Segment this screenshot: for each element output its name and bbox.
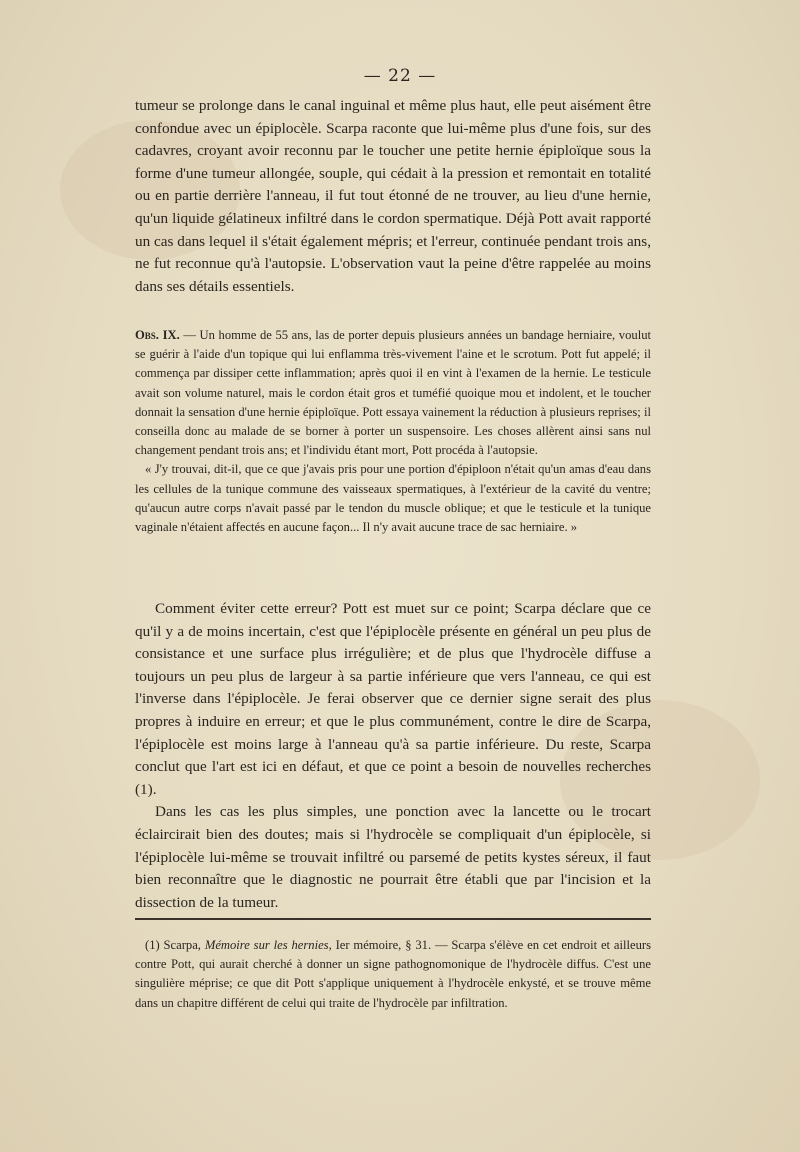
observation-quote: « J'y trouvai, dit-il, que ce que j'avais pris pour une portion d'épiploon n'était qu'un amas d'eau dans les cellules de la tunique commune des vaisseaux spermatiques, à l'extérieur de la cavité du ventre; qu'aucun autre corps n'avait passé par le tendon du muscle oblique; et que le testicule et la tunique vaginale n'étaient affectés en aucune façon... Il n'y avait aucune trace de sac herniaire. »	[135, 462, 651, 535]
footnote-rule	[135, 918, 651, 920]
observation-block	[135, 326, 651, 537]
footnote-body: Ier mémoire, § 31. — Scarpa s'élève en cet endroit et ailleurs contre Pott, qui aurait cherché à donner un signe pathognomonique de l'hydrocèle diffus. C'est une singulière méprise; ce que dit Pott s'applique uniquement à l'hydrocèle enkysté, et se trouve même dans un chapitre différent de celui qui traite de l'hydrocèle par infiltration.	[135, 938, 651, 1010]
footnote	[135, 936, 651, 1013]
body-paragraph-1	[135, 95, 651, 298]
observation-body: — Un homme de 55 ans, las de porter depuis plusieurs années un bandage herniaire, voulut se guérir à l'aide d'un topique qui lui enflamma très-vivement l'aine et le scrotum. Pott fut appelé; il commença par dissiper cette inflammation; après quoi il en vint à l'examen de la hernie. Le testicule avait son volume naturel, mais le cordon était gros et tuméfié quoique mou et indolent, et le toucher donnait la sensation d'une hernie épiploïque. Pott essaya vainement la réduction à plusieurs reprises; il conseilla donc au malade de se borner à porter un suspensoire. Les choses allèrent ainsi sans nul changement pendant trois ans; et l'individu étant mort, Pott procéda à l'autopsie.	[135, 328, 651, 458]
paragraph-text: tumeur se prolonge dans le canal inguinal et même plus haut, elle peut aisément être confondue avec un épiplocèle. Scarpa raconte que lui-même plus d'une fois, sur des cadavres, croyant avoir reconnu par le toucher une petite hernie épiploïque sous la forme d'une tumeur allongée, souple, qui cédait à la pression et remontait en totalité ou en partie derrière l'anneau, il fut tout étonné de ne trouver, au lieu d'une hernie, qu'un liquide gélatineux infiltré dans le cordon spermatique. Déjà Pott avait rapporté un cas dans lequel il s'était également mépris; et l'erreur, continuée pendant trois ans, ne fut reconnue qu'à l'autopsie. L'observation vaut la peine d'être rappelée au moins dans ses détails essentiels.	[135, 97, 651, 295]
observation-label: Obs. IX.	[135, 328, 180, 342]
footnote-marker: (1) Scarpa,	[145, 938, 205, 952]
observation-text	[135, 326, 651, 460]
footnote-title: Mémoire sur les hernies,	[204, 938, 332, 952]
page-number: — 22 —	[363, 66, 437, 86]
footnote-text	[135, 936, 651, 1013]
paragraph-text: Comment éviter cette erreur? Pott est muet sur ce point; Scarpa déclare que ce qu'il y a de moins incertain, c'est que l'épiplocèle présente en général un peu plus de consistance et une surface plus irrégulière; et de plus que l'hydrocèle diffuse a toujours un peu plus de largeur à sa partie inférieure que vers l'anneau, ce qui est l'inverse dans l'épiplocèle. Je ferai observer que ce dernier signe serait des plus propres à induire en erreur; et que le plus communément, contre le dire de Scarpa, l'épiplocèle est moins large à l'anneau qu'à sa partie inférieure. Du reste, Scarpa conclut que l'art est ici en défaut, et que ce point a besoin de nouvelles recherches (1).	[135, 600, 651, 798]
paragraph-text: Dans les cas les plus simples, une ponction avec la lancette ou le trocart éclaircirait bien des doutes; mais si l'hydrocèle se compliquait d'un épiplocèle, si l'épiplocèle lui-même se trouvait infiltré ou parsemé de petits kystes séreux, il faut bien reconnaître que le diagnostic ne pourrait être établi que par l'incision et la dissection de la tumeur.	[135, 803, 651, 911]
body-paragraphs-2	[135, 598, 651, 914]
